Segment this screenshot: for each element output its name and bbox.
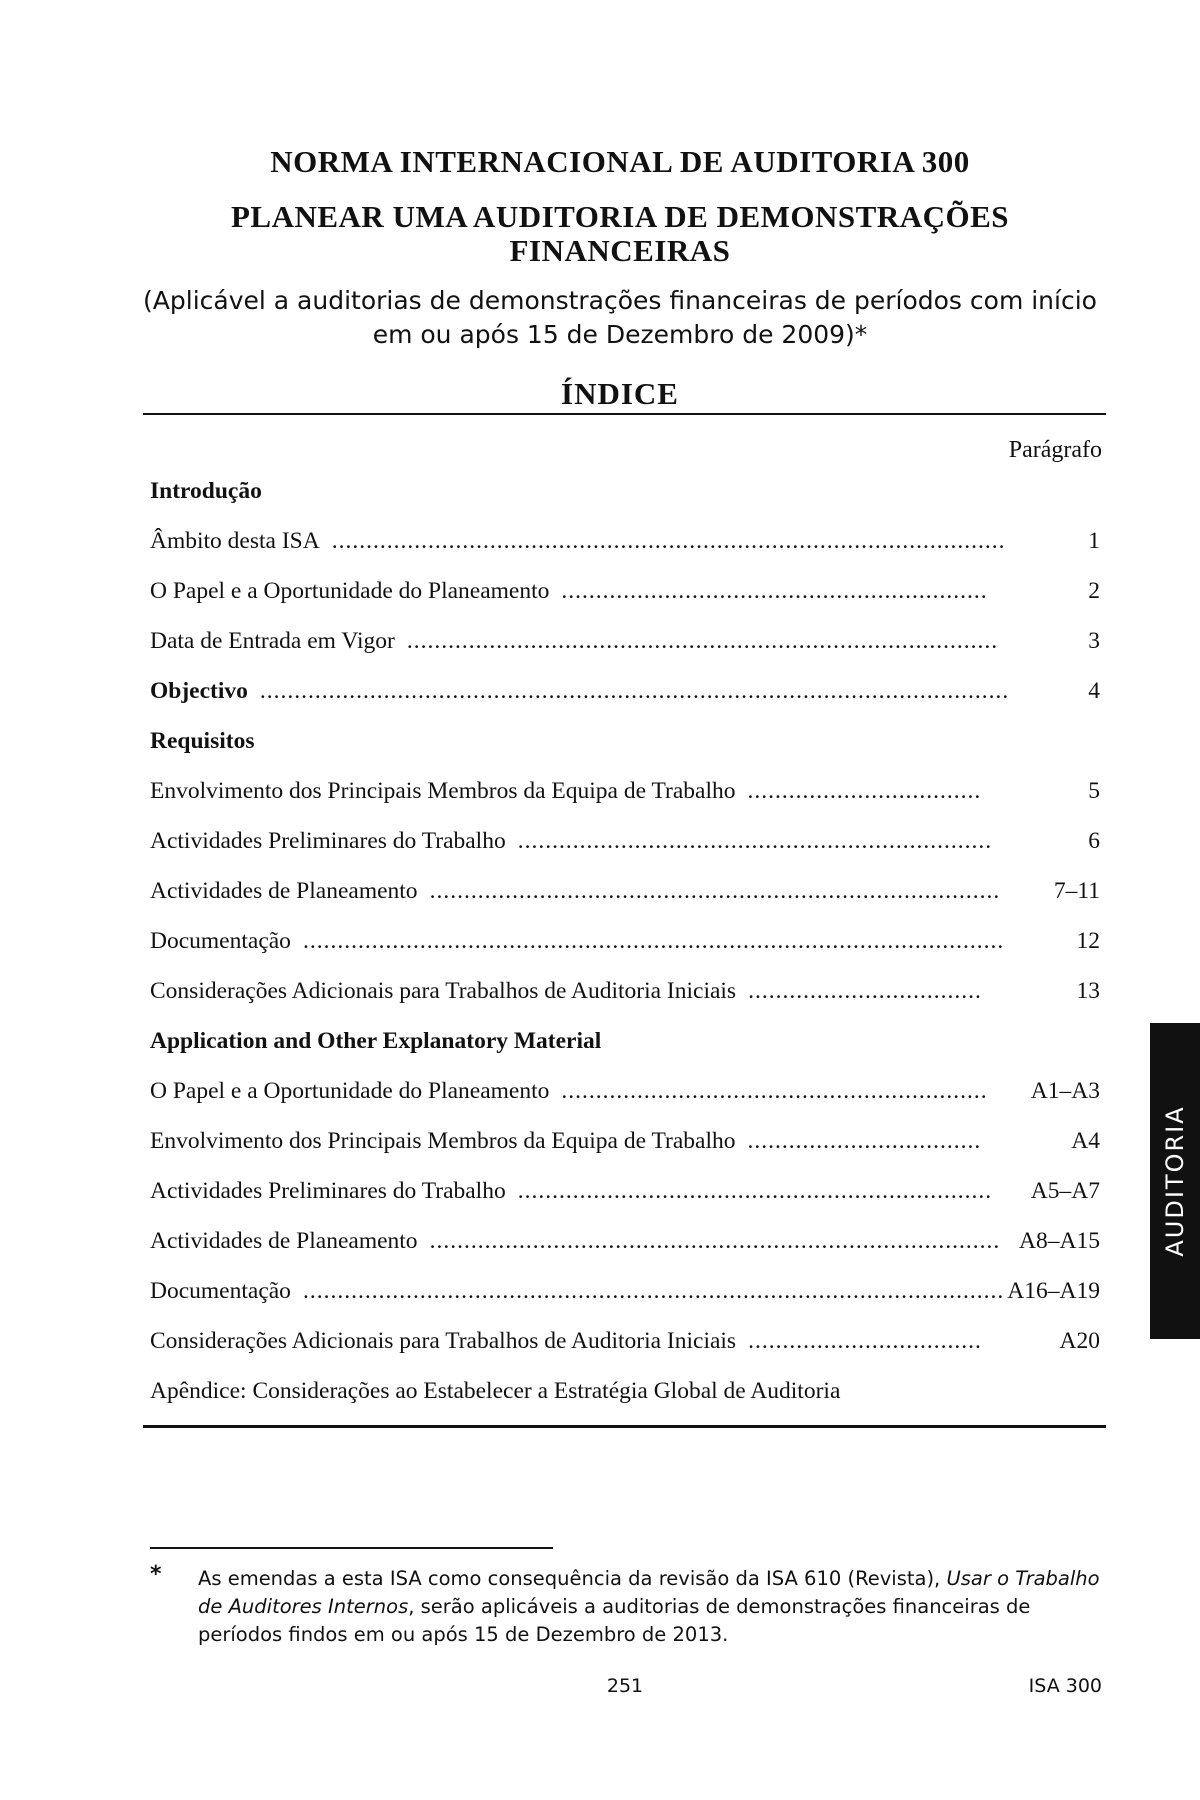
toc-entry-paragraph-ref: 13 <box>1076 977 1100 1004</box>
toc-entry-paragraph-ref: 6 <box>1088 827 1100 854</box>
running-footer: ISA 300 <box>1028 1675 1102 1697</box>
toc-entry-label: Documentação <box>150 1277 291 1304</box>
toc-entry-paragraph-ref: 12 <box>1076 927 1100 954</box>
toc-entry-label: O Papel e a Oportunidade do Planeamento <box>150 577 550 604</box>
title-block <box>140 142 1100 414</box>
index-top-rule <box>143 413 1106 415</box>
toc-dot-leader: .................................................................................................. <box>331 527 1006 554</box>
toc-dot-leader: ...................................................................................... <box>406 627 999 654</box>
toc-entry-label: Âmbito desta ISA <box>150 527 320 554</box>
footnote-text <box>198 1565 1110 1649</box>
toc-entry-label: Envolvimento dos Principais Membros da Equipa de Trabalho <box>150 1127 736 1154</box>
footnote-italic-title: Usar o Trabalho de Auditores Internos <box>198 1567 1100 1618</box>
toc-entry-label: Apêndice: Considerações ao Estabelecer a Estratégia Global de Auditoria <box>150 1377 841 1404</box>
toc-entry-label: Data de Entrada em Vigor <box>150 627 395 654</box>
toc-dot-leader: ................................................................................... <box>429 1227 1001 1254</box>
footnote-rule <box>150 1547 553 1549</box>
toc-entry-paragraph-ref: A8–A15 <box>1019 1227 1100 1254</box>
footnote-marker: * <box>150 1562 162 1587</box>
toc-entry <box>150 1316 1100 1366</box>
toc-section-heading <box>150 1016 1100 1066</box>
toc-entry <box>150 1366 1100 1416</box>
toc-dot-leader: ............................................................................................................. <box>259 677 1010 704</box>
toc-entry-label: Envolvimento dos Principais Membros da Equipa de Trabalho <box>150 777 736 804</box>
toc-entry <box>150 566 1100 616</box>
toc-entry-paragraph-ref: A4 <box>1071 1127 1100 1154</box>
applicability-line-2: em ou após 15 de Dezembro de 2009)* <box>372 320 868 349</box>
toc-dot-leader: .................................. <box>748 1327 982 1354</box>
toc-entry-label: O Papel e a Oportunidade do Planeamento <box>150 1077 550 1104</box>
footnote-text-after: , serão aplicáveis a auditorias de demonstrações financeiras de períodos findos em ou após 15 de Dezembro de 2013. <box>198 1595 1031 1646</box>
toc-section-heading <box>150 466 1100 516</box>
subject-title: PLANEAR UMA AUDITORIA DE DEMONSTRAÇÕES FINANCEIRAS <box>230 199 1010 268</box>
toc-entry-label: Documentação <box>150 927 291 954</box>
toc-section-heading <box>150 716 1100 766</box>
toc-dot-leader: .............................................................. <box>561 1077 988 1104</box>
toc-entry <box>150 516 1100 566</box>
paragraph-column-header: Parágrafo <box>1008 437 1102 463</box>
toc-entry <box>150 1266 1100 1316</box>
toc-entry-label: Introdução <box>150 477 262 504</box>
toc-dot-leader: ...................................................................................................... <box>302 927 1005 954</box>
toc-entry <box>150 966 1100 1016</box>
toc-entry <box>150 616 1100 666</box>
toc-entry-paragraph-ref: A20 <box>1059 1327 1100 1354</box>
toc-dot-leader: .................................. <box>747 1127 982 1154</box>
toc-entry-paragraph-ref: A16–A19 <box>1007 1277 1100 1304</box>
toc-entry-label: Application and Other Explanatory Material <box>150 1027 602 1054</box>
toc-entry <box>150 1166 1100 1216</box>
index-bottom-rule <box>143 1425 1106 1428</box>
side-tab-label: AUDITORIA <box>1161 1105 1189 1257</box>
toc-dot-leader: ..................................................................... <box>517 827 993 854</box>
footnote <box>150 1562 1110 1649</box>
toc-entry <box>150 1216 1100 1266</box>
toc-dot-leader: .................................. <box>747 777 982 804</box>
toc-entry-label: Considerações Adicionais para Trabalhos de Auditoria Iniciais <box>150 1327 737 1354</box>
toc-entry-paragraph-ref: 4 <box>1088 677 1100 704</box>
table-of-contents <box>150 466 1100 1416</box>
toc-dot-leader: ................................................................................... <box>429 877 1001 904</box>
toc-entry-label: Actividades de Planeamento <box>150 1227 418 1254</box>
toc-entry-paragraph-ref: 2 <box>1088 577 1100 604</box>
toc-entry-label: Requisitos <box>150 727 255 754</box>
toc-entry <box>150 766 1100 816</box>
toc-entry-label: Actividades Preliminares do Trabalho <box>150 1177 506 1204</box>
standard-title: NORMA INTERNACIONAL DE AUDITORIA 300 <box>270 144 970 179</box>
toc-entry <box>150 916 1100 966</box>
toc-entry-paragraph-ref: 7–11 <box>1053 877 1100 904</box>
applicability-note <box>140 284 1100 352</box>
index-heading: ÍNDICE <box>561 376 679 411</box>
toc-entry-label: Considerações Adicionais para Trabalhos de Auditoria Iniciais <box>150 977 737 1004</box>
toc-dot-leader: .............................................................. <box>561 577 988 604</box>
toc-entry <box>150 666 1100 716</box>
toc-entry-paragraph-ref: 1 <box>1088 527 1100 554</box>
toc-entry-label: Actividades Preliminares do Trabalho <box>150 827 506 854</box>
toc-entry-paragraph-ref: A1–A3 <box>1030 1077 1100 1104</box>
toc-entry-paragraph-ref: 5 <box>1088 777 1100 804</box>
toc-entry <box>150 1066 1100 1116</box>
toc-dot-leader: ...................................................................................................... <box>302 1277 1005 1304</box>
toc-entry <box>150 816 1100 866</box>
page-number: 251 <box>606 1675 644 1697</box>
toc-entry-label: Actividades de Planeamento <box>150 877 418 904</box>
toc-entry <box>150 1116 1100 1166</box>
toc-entry-label: Objectivo <box>150 677 248 704</box>
applicability-line-1: (Aplicável a auditorias de demonstrações financeiras de períodos com início <box>143 286 1097 315</box>
toc-dot-leader: ..................................................................... <box>517 1177 993 1204</box>
section-side-tab <box>1150 1023 1200 1339</box>
footnote-text-before: As emendas a esta ISA como consequência da revisão da ISA 610 (Revista), <box>198 1567 947 1590</box>
toc-entry-paragraph-ref: 3 <box>1088 627 1100 654</box>
toc-entry-paragraph-ref: A5–A7 <box>1030 1177 1100 1204</box>
toc-dot-leader: .................................. <box>748 977 982 1004</box>
toc-entry <box>150 866 1100 916</box>
